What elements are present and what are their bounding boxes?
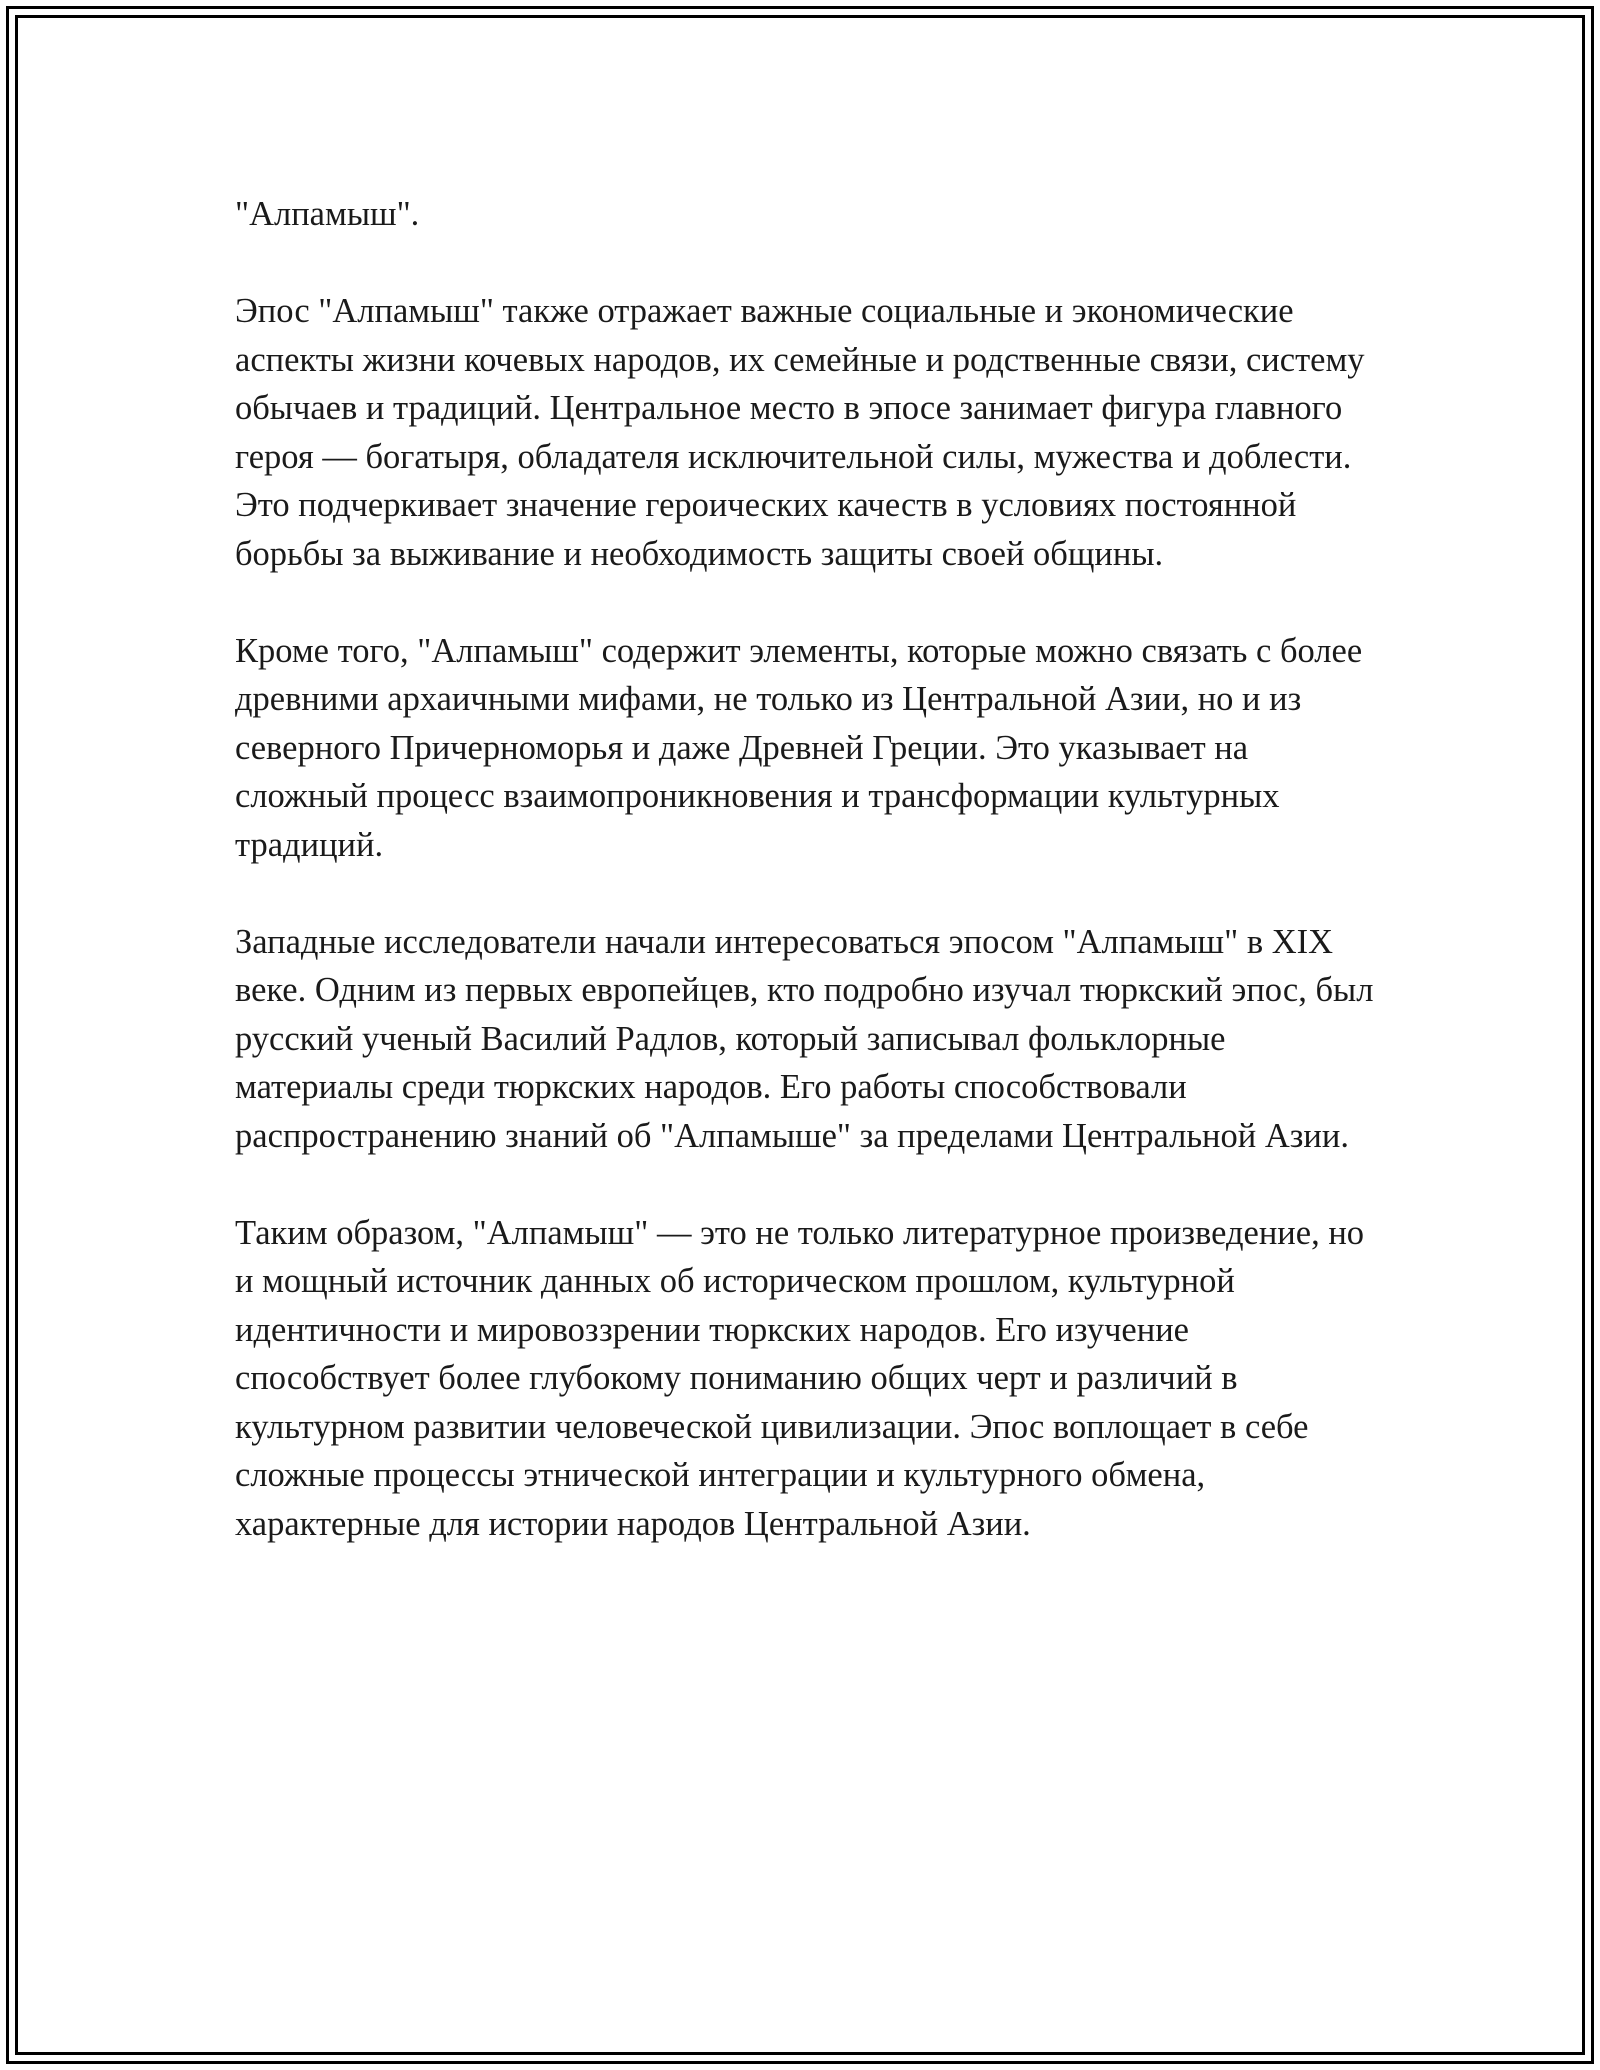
- paragraph-conclusion: Таким образом, "Алпамыш" — это не только литературное произведение, но и мощный источник данных об историческом прошлом, культурной идентичности и мировоззрении тюркских народов. Его изучение способствует более глубокому пониманию общих черт и различий в культурном развитии человеческой цивилизации. Эпос воплощает в себе сложные процессы этнической интеграции и культурного обмена, характерные для истории народов Центральной Азии.: [235, 1213, 1365, 1543]
- paragraph-western-research: Западные исследователи начали интересоваться эпосом "Алпамыш" в XIX веке. Одним из первых европейцев, кто подробно изучал тюркский эпос, был русский ученый Василий Радлов, который записывал фольклорные материалы среди тюркских народов. Его работы способствовали распространению знаний об "Алпамыше" за пределами Центральной Азии.: [235, 922, 1374, 1155]
- paragraph-archaic-myths: Кроме того, "Алпамыш" содержит элементы, которые можно связать с более древними архаичными мифами, не только из Центральной Азии, но и из северного Причерноморья и даже Древней Греции. Это указывает на сложный процесс взаимопроникновения и трансформации культурных традиций.: [235, 631, 1363, 864]
- paragraph-title-fragment: "Алпамыш".: [235, 195, 420, 233]
- document-body: [235, 190, 1385, 1548]
- paragraph-social-aspects: Эпос "Алпамыш" также отражает важные социальные и экономические аспекты жизни кочевых народов, их семейные и родственные связи, систему обычаев и традиций. Центральное место в эпосе занимает фигура главного героя — богатыря, обладателя исключительной силы, мужества и доблести. Это подчеркивает значение героических качеств в условиях постоянной борьбы за выживание и необходимость защиты своей общины.: [235, 292, 1365, 573]
